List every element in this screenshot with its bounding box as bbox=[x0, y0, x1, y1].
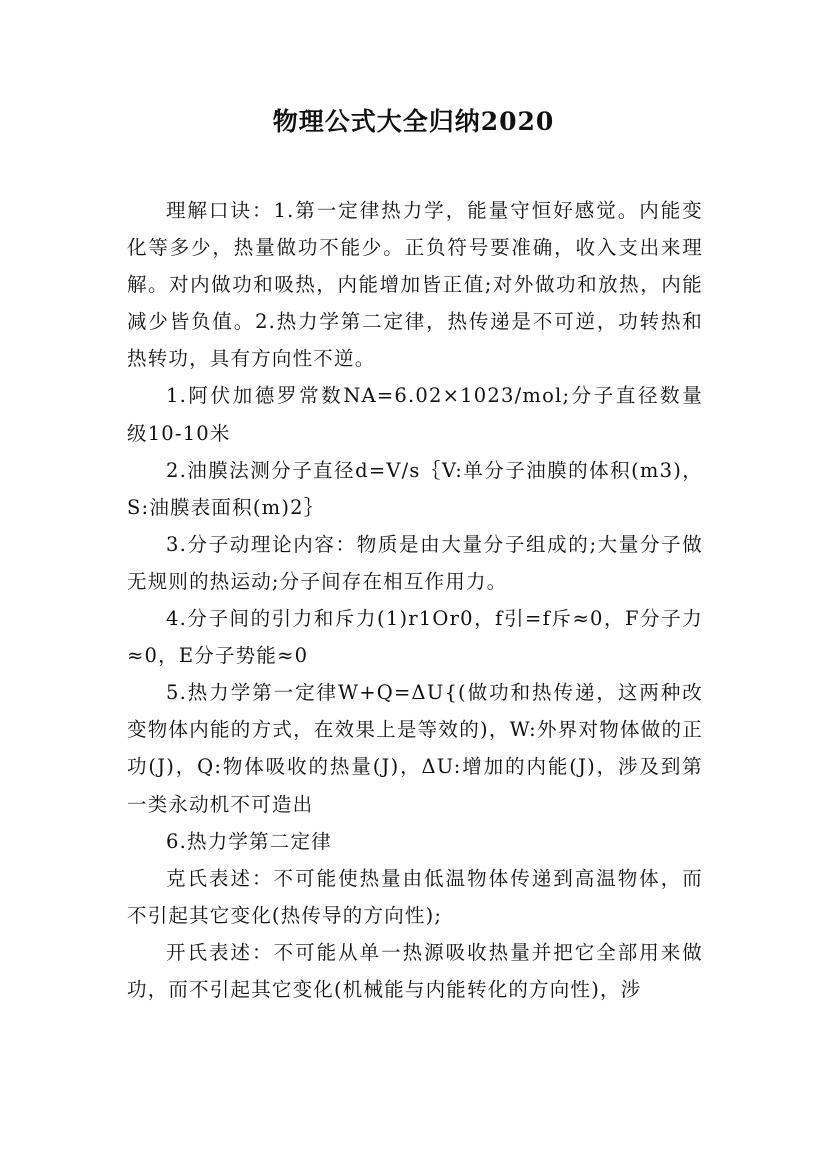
paragraph-clausius: 克氏表述：不可能使热量由低温物体传递到高温物体，而不引起其它变化(热传导的方向性); bbox=[127, 866, 703, 927]
paragraph-mnemonic: 理解口诀：1.第一定律热力学，能量守恒好感觉。内能变化等多少，热量做功不能少。正负符号要准确，收入支出来理解。对内做功和吸热，内能增加皆正值;对外做功和放热，内能减少皆负值。2.热力学第二定律，热传递是不可逆，功转热和热转功，具有方向性不逆。 bbox=[127, 199, 703, 371]
paragraph-item-4: 4.分子间的引力和斥力(1)r1Or0，f引=f斥≈0，F分子力≈0，E分子势能≈0 bbox=[127, 607, 703, 668]
paragraph-kelvin: 开氏表述：不可能从单一热源吸收热量并把它全部用来做功，而不引起其它变化(机械能与内能转化的方向性)，涉 bbox=[127, 940, 703, 1001]
paragraph-item-2: 2.油膜法测分子直径d=V/s｛V:单分子油膜的体积(m3)，S:油膜表面积(m)2｝ bbox=[127, 458, 703, 519]
document-body bbox=[127, 192, 703, 1008]
paragraph-item-5: 5.热力学第一定律W+Q=ΔU{(做功和热传递，这两种改变物体内能的方式，在效果上是等效的)，W:外界对物体做的正功(J)，Q:物体吸收的热量(J)，ΔU:增加的内能(J)，涉及到第一类永动机不可造出 bbox=[127, 681, 703, 816]
paragraph-item-6: 6.热力学第二定律 bbox=[166, 829, 332, 853]
paragraph-item-1: 1.阿伏加德罗常数NA=6.02×1023/mol;分子直径数量级10-10米 bbox=[127, 384, 703, 445]
document-title: 物理公式大全归纳2020 bbox=[272, 107, 555, 136]
paragraph-item-3: 3.分子动理论内容：物质是由大量分子组成的;大量分子做无规则的热运动;分子间存在相互作用力。 bbox=[127, 532, 703, 593]
